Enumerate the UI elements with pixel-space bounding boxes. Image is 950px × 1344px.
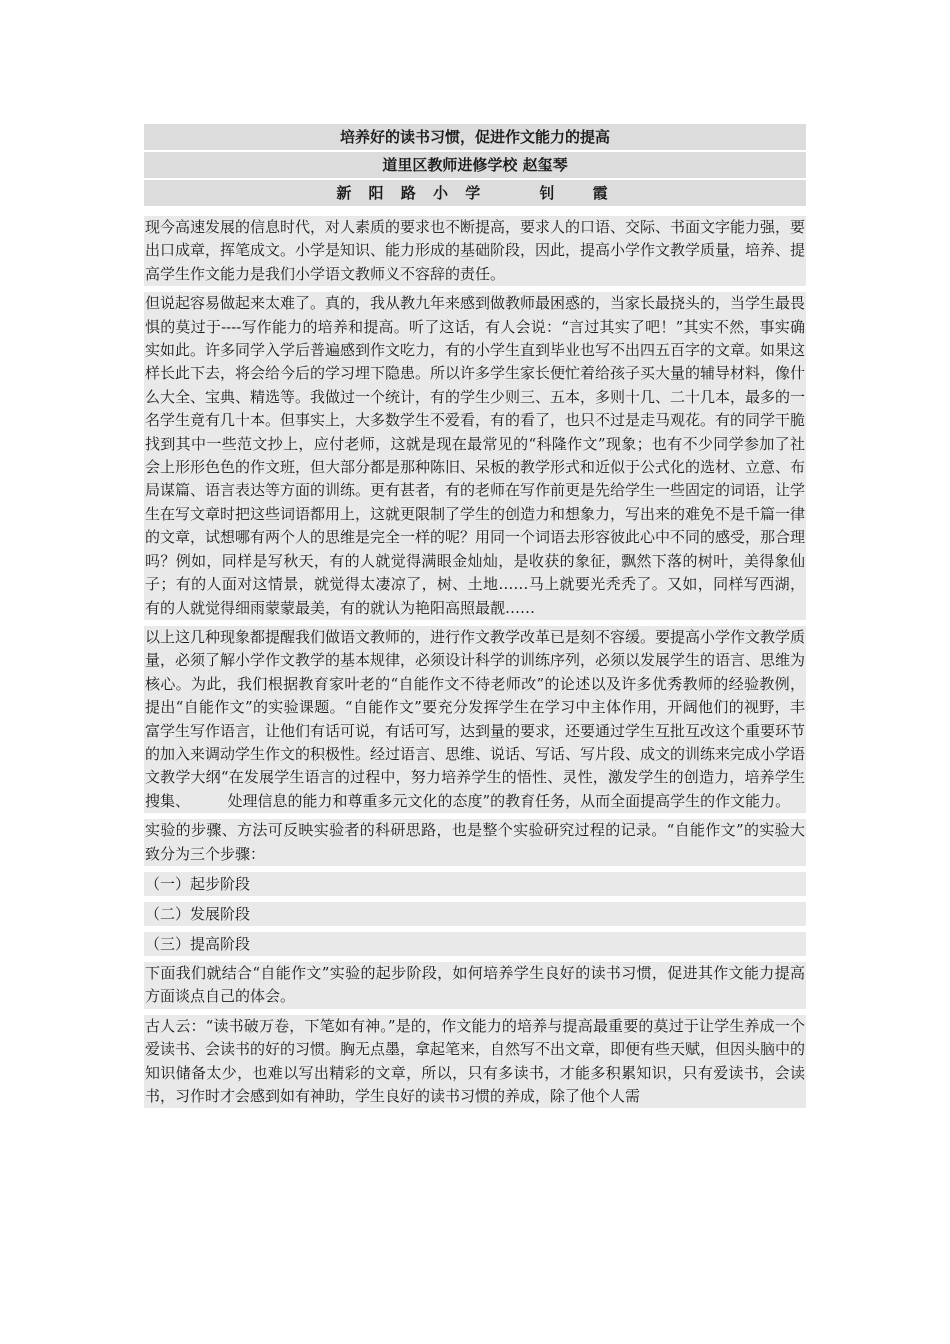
paragraph: 古人云：“读书破万卷，下笔如有神。”是的，作文能力的培养与提高最重要的莫过于让学生养成一个爱读书、会读书的好的习惯。胸无点墨，拿起笔来，自然写不出文章，即便有些天赋，但因头脑中的知识储备太少，也难以写出精彩的文章，所以，只有多读书，才能多积累知识，只有爱读书，会读书，习作时才会感到如有神助，学生良好的读书习惯的养成，除了他个人需: [144, 1015, 806, 1109]
paragraph: 下面我们就结合“自能作文”实验的起步阶段，如何培养学生良好的读书习惯，促进其作文能力提高方面谈点自己的体会。: [144, 962, 806, 1009]
step-item: （三）提高阶段: [144, 932, 806, 956]
paragraph: 现今高速发展的信息时代，对人素质的要求也不断提高，要求人的口语、交际、书面文字能力强，要出口成章，挥笔成文。小学是知识、能力形成的基础阶段，因此，提高小学作文教学质量，培养、提高学生作文能力是我们小学语文教师义不容辞的责任。: [144, 216, 806, 286]
school-line: 新 阳 路 小 学 钊 霞: [144, 180, 806, 208]
document-title: 培养好的读书习惯，促进作文能力的提高: [144, 124, 806, 152]
step-item: （二）发展阶段: [144, 902, 806, 926]
paragraph: 但说起容易做起来太难了。真的，我从教九年来感到做教师最困惑的，当家长最挠头的，当学生最畏惧的莫过于----写作能力的培养和提高。听了这话，有人会说：“言过其实了吧！”其实不然，事实确实如此。许多同学入学后普遍感到作文吃力，有的小学生直到毕业也写不出四五百字的文章。如果这样长此下去，将会给今后的学习埋下隐患。所以许多学生家长便忙着给孩子买大量的辅导材料，像什么大全、宝典、精选等。我做过一个统计，有的学生少则三、五本，多则十几、二十几本，最多的一名学生竟有几十本。但事实上，大多数学生不爱看，有的看了，也只不过是走马观花。有的同学干脆找到其中一些范文抄上，应付老师，这就是现在最常见的“科隆作文”现象；也有不少同学参加了社会上形形色色的作文班，但大部分都是那种陈旧、呆板的教学形式和近似于公式化的选材、立意、布局谋篇、语言表达等方面的训练。更有甚者，有的老师在写作前更是先给学生一些固定的词语，让学生在写文章时把这些词语都用上，这就更限制了学生的创造力和想象力，写出来的难免不是千篇一律的文章，试想哪有两个人的思维是完全一样的呢？用同一个词语去形容彼此心中不同的感受，那合理吗？例如，同样是写秋天，有的人就觉得满眼金灿灿，是收获的象征，飘然下落的树叶，美得象仙子；有的人面对这情景，就觉得太凄凉了，树、土地……马上就要光秃秃了。又如，同样写西湖， 有的人就觉得细雨蒙蒙最美，有的就认为艳阳高照最靓……: [144, 292, 806, 620]
paragraph: 实验的步骤、方法可反映实验者的科研思路，也是整个实验研究过程的记录。“自能作文”的实验大致分为三个步骤：: [144, 819, 806, 866]
author-line: 道里区教师进修学校 赵玺琴: [144, 152, 806, 180]
document-page: [144, 124, 806, 1108]
paragraph: 以上这几种现象都提醒我们做语文教师的，进行作文教学改革已是刻不容缓。要提高小学作文教学质量，必须了解小学作文教学的基本规律，必须设计科学的训练序列，必须以发展学生的语言、思维为核心。为此，我们根据教育家叶老的“自能作文不待老师改”的论述以及许多优秀教师的经验教例，提出“自能作文”的实验课题。“自能作文”要充分发挥学生在学习中主体作用，开阔他们的视野，丰富学生写作语言，让他们有话可说，有话可写，达到量的要求，还要通过学生互批互改这个重要环节的加入来调动学生作文的积极性。经过语言、思维、说话、写话、写片段、成文的训练来完成小学语文教学大纲“在发展学生语言的过程中，努力培养学生的悟性、灵性，激发学生的创造力，培养学生搜集、 处理信息的能力和尊重多元文化的态度”的教育任务，从而全面提高学生的作文能力。: [144, 626, 806, 813]
step-item: （一）起步阶段: [144, 872, 806, 896]
